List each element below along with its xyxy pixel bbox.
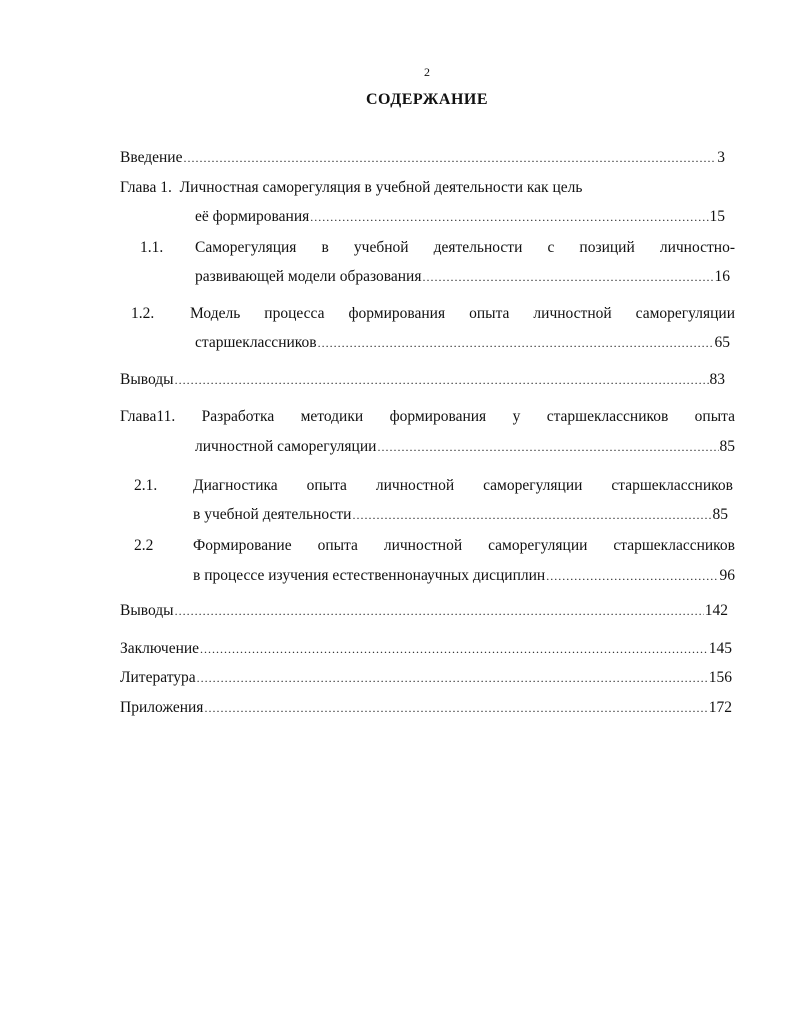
dot-leader bbox=[310, 207, 708, 227]
word: старшеклассников bbox=[546, 408, 669, 425]
toc-label: Приложения bbox=[120, 699, 204, 716]
word: деятельности bbox=[433, 239, 523, 256]
toc-section-2-1-line1 bbox=[193, 476, 733, 496]
dot-leader bbox=[200, 639, 708, 659]
toc-page: 85 bbox=[712, 506, 728, 523]
word: старшеклассников bbox=[611, 477, 733, 494]
word: процесса bbox=[264, 305, 325, 322]
word: саморегуляции bbox=[488, 537, 588, 554]
word: личностной bbox=[533, 305, 612, 322]
page-title: СОДЕРЖАНИЕ bbox=[365, 91, 489, 108]
dot-leader bbox=[377, 437, 718, 457]
page-number: 2 bbox=[424, 65, 430, 79]
toc-page: 15 bbox=[709, 208, 725, 225]
toc-entry-conclusions-1 bbox=[120, 370, 725, 390]
word: саморегуляции bbox=[635, 305, 735, 322]
toc-page: 156 bbox=[708, 669, 732, 686]
word: опыта bbox=[694, 408, 735, 425]
toc-entry-literature bbox=[120, 668, 732, 688]
toc-section-2-2-line1 bbox=[193, 536, 735, 556]
toc-page: 83 bbox=[709, 371, 725, 388]
word: опыта bbox=[469, 305, 510, 322]
word: Модель bbox=[190, 305, 241, 322]
toc-page: 16 bbox=[714, 268, 730, 285]
toc-label: развивающей модели образования bbox=[195, 268, 422, 285]
toc-section-2-1-line2 bbox=[193, 505, 728, 525]
word: методики bbox=[300, 408, 364, 425]
toc-label: Заключение bbox=[120, 640, 200, 657]
chapter-prefix: Глава11. bbox=[120, 408, 176, 425]
word: Диагностика bbox=[193, 477, 278, 494]
word: Формирование bbox=[193, 537, 292, 554]
word: старшеклассников bbox=[613, 537, 735, 554]
dot-leader bbox=[352, 505, 711, 525]
toc-section-1-2-line1 bbox=[190, 304, 735, 324]
section-number: 1.1. bbox=[140, 239, 164, 256]
toc-page: 142 bbox=[704, 602, 728, 619]
section-number: 2.2 bbox=[134, 537, 154, 554]
toc-page: 3 bbox=[717, 149, 725, 166]
toc-page: 172 bbox=[708, 699, 732, 716]
toc-label: Введение bbox=[120, 149, 183, 166]
toc-section-2-2-line2 bbox=[193, 566, 735, 586]
toc-label: личностной саморегуляции bbox=[195, 438, 377, 455]
word: в bbox=[321, 239, 329, 256]
dot-leader bbox=[422, 267, 713, 287]
section-number: 1.2. bbox=[131, 305, 155, 322]
word: позиций bbox=[579, 239, 635, 256]
word: Разработка bbox=[201, 408, 275, 425]
toc-page: 145 bbox=[708, 640, 732, 657]
word: опыта bbox=[317, 537, 358, 554]
toc-chapter-1-line2 bbox=[195, 207, 725, 227]
word: личностной bbox=[383, 537, 463, 554]
toc-label: старшеклассников bbox=[195, 334, 317, 351]
toc-page: 65 bbox=[714, 334, 730, 351]
toc-label: Выводы bbox=[120, 602, 174, 619]
word: Саморегуляция bbox=[195, 239, 297, 256]
chapter-prefix: Глава 1. bbox=[120, 179, 172, 196]
toc-label: её формирования bbox=[195, 208, 310, 225]
toc-section-1-2-line2 bbox=[195, 333, 730, 353]
dot-leader bbox=[546, 566, 718, 586]
toc-chapter-2-line2 bbox=[195, 437, 735, 457]
toc-label: Литература bbox=[120, 669, 196, 686]
dot-leader bbox=[204, 698, 707, 718]
toc-entry-appendix bbox=[120, 698, 732, 718]
dot-leader bbox=[175, 370, 709, 390]
toc-chapter-2-line1 bbox=[120, 407, 735, 427]
toc-entry-conclusions-2 bbox=[120, 601, 728, 621]
word: формирования bbox=[389, 408, 487, 425]
toc-section-1-1-line1 bbox=[195, 238, 735, 258]
chapter-title: Личностная саморегуляция в учебной деятельности как цель bbox=[179, 179, 583, 196]
toc-label: в процессе изучения естественнонаучных дисциплин bbox=[193, 567, 546, 584]
toc-page: 85 bbox=[719, 438, 735, 455]
toc-chapter-1-line1 bbox=[120, 178, 582, 198]
section-number: 2.1. bbox=[134, 477, 158, 494]
word: саморегуляции bbox=[483, 477, 583, 494]
word: личностной bbox=[375, 477, 455, 494]
dot-leader bbox=[318, 333, 714, 353]
toc-label: Выводы bbox=[120, 371, 174, 388]
dot-leader bbox=[175, 601, 704, 621]
word: формирования bbox=[348, 305, 446, 322]
toc-entry-intro bbox=[120, 148, 725, 168]
word: у bbox=[512, 408, 521, 425]
toc-entry-conclusion bbox=[120, 639, 732, 659]
word: личностно- bbox=[659, 239, 735, 256]
dot-leader bbox=[183, 148, 716, 168]
toc-label: в учебной деятельности bbox=[193, 506, 352, 523]
dot-leader bbox=[197, 668, 708, 688]
word: учебной bbox=[353, 239, 409, 256]
word: с bbox=[547, 239, 555, 256]
toc-section-1-1-line2 bbox=[195, 267, 730, 287]
word: опыта bbox=[306, 477, 347, 494]
toc-page: 96 bbox=[719, 567, 735, 584]
